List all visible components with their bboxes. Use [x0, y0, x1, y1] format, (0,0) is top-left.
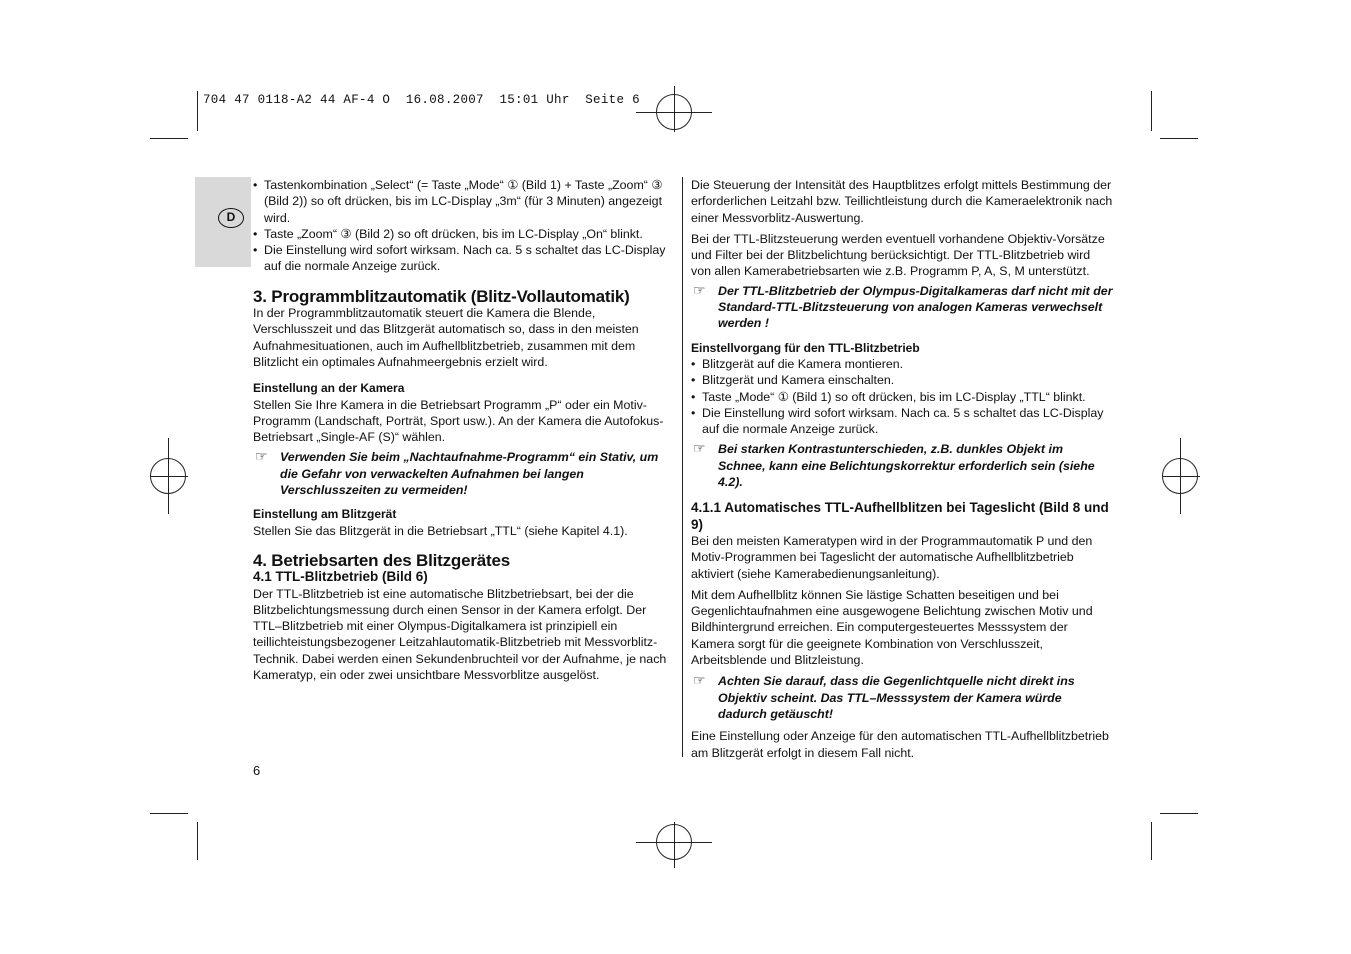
note-text: Der TTL-Blitzbetrieb der Olympus-Digitalkameras darf nicht mit der Standard-TTL-Blitzsteuerung von analogen Kameras verwechselt werden ! — [718, 283, 1113, 331]
subsection-heading: 4.1 TTL-Blitzbetrieb (Bild 6) — [253, 569, 428, 585]
list-item: • Tastenkombination „Select“ (= Taste „Mode“ ① (Bild 1) + Taste „Zoom“ ③ (Bild 2)) so oft drücken, bis im LC-Display „3m“ (für 3 Minuten) angezeigt wird. — [253, 177, 676, 226]
crop-mark — [150, 138, 188, 139]
left-column — [253, 177, 676, 683]
crop-mark — [1160, 138, 1198, 139]
paragraph: Stellen Sie das Blitzgerät in die Betriebsart „TTL“ (siehe Kapitel 4.1). — [253, 523, 628, 538]
note-text: Achten Sie darauf, dass die Gegenlichtquelle nicht direkt ins Objektiv scheint. Das TTL–Messsystem der Kamera würde dadurch getäuscht! — [718, 674, 1075, 721]
crop-mark — [150, 813, 188, 814]
note-text: Verwenden Sie beim „Nachtaufnahme-Programm“ ein Stativ, um die Gefahr von verwackelten Aufnahmen bei langen Verschlusszeiten zu vermeiden! — [280, 450, 659, 498]
list-item: • Die Einstellung wird sofort wirksam. Nach ca. 5 s schaltet das LC-Display auf die normale Anzeige zurück. — [691, 405, 1113, 438]
list-item: • Taste „Zoom“ ③ (Bild 2) so oft drücken, bis im LC-Display „On“ blinkt. — [253, 226, 676, 242]
language-badge: D — [218, 208, 244, 228]
subsection-heading: 4.1.1 Automatisches TTL-Aufhellblitzen bei Tageslicht (Bild 8 und 9) — [691, 500, 1109, 532]
list-item: • Blitzgerät auf die Kamera montieren. — [691, 356, 1113, 372]
crop-mark — [197, 822, 198, 860]
note — [691, 673, 1113, 722]
crop-mark — [1151, 91, 1152, 131]
note-text: Bei starken Kontrastunterschieden, z.B. dunkles Objekt im Schnee, kann eine Belichtungskorrektur erforderlich sein (siehe 4.2). — [718, 442, 1095, 490]
paragraph: Bei der TTL-Blitzsteuerung werden eventuell vorhandene Objektiv-Vorsätze und Filter bei der Blitzbelichtung berücksichtigt. Der TTL-Blitzbetrieb wird von allen Kamerabetriebsarten wie z.B. Programm P, A, S, M unterstützt. — [691, 231, 1105, 279]
note — [691, 283, 1113, 332]
paragraph: Bei den meisten Kameratypen wird in der Programmautomatik P und den Motiv-Programmen bei Tageslicht der automatische Aufhellblitzbetrieb aktiviert (siehe Kamerabedienungsanleitung). — [691, 533, 1093, 581]
paragraph: Mit dem Aufhellblitz können Sie lästige Schatten beseitigen und bei Gegenlichtaufnahmen eine ausgewogene Belichtung zwischen Motiv und Bildhintergrund erreichen. Ein computergesteuertes Messsystem der Kamera sorgt für die geeignete Kombination von Verschlusszeit, Arbeitsblende und Blitzleistung. — [691, 587, 1093, 668]
print-header: 704 47 0118-A2 44 AF-4 O 16.08.2007 15:01 Uhr Seite 6 — [203, 93, 640, 107]
subheading: Einstellung am Blitzgerät — [253, 507, 397, 522]
section-heading: 3. Programmblitzautomatik (Blitz-Vollautomatik) — [253, 286, 630, 306]
page-number: 6 — [253, 763, 261, 778]
subheading: Einstellung an der Kamera — [253, 381, 405, 396]
pointing-hand-icon: ☞ — [693, 440, 706, 457]
paragraph: In der Programmblitzautomatik steuert die Kamera die Blende, Verschlusszeit und das Blitzgerät automatisch so, dass in den meisten Aufnahmesituationen, auch im Aufhellblitzbetrieb, zusammen mit dem Blitzlicht ein optimales Aufnahmeergebnis erzielt wird. — [253, 306, 639, 369]
crop-mark — [1151, 822, 1152, 860]
list-item: • Taste „Mode“ ① (Bild 1) so oft drücken, bis im LC-Display „TTL“ blinkt. — [691, 389, 1113, 405]
list-item: • Die Einstellung wird sofort wirksam. Nach ca. 5 s schaltet das LC-Display auf die normale Anzeige zurück. — [253, 242, 676, 275]
subheading: Einstellvorgang für den TTL-Blitzbetrieb — [691, 340, 920, 355]
paragraph: Eine Einstellung oder Anzeige für den automatischen TTL-Aufhellblitzbetrieb am Blitzgerät erfolgt in diesem Fall nicht. — [691, 729, 1109, 760]
crop-mark — [197, 91, 198, 131]
crop-mark — [1160, 813, 1198, 814]
column-divider — [682, 177, 683, 757]
pointing-hand-icon: ☞ — [693, 672, 706, 689]
paragraph: Der TTL-Blitzbetrieb ist eine automatische Blitzbetriebsart, bei der die Blitzbelichtungsmessung durch einen Sensor in der Kamera erfolgt. Der TTL–Blitzbetrieb mit einer Olympus-Digitalkamera ist prinzipiell ein teillichteistungsbezogener Leitzahlautomatik-Blitzbetrieb mit Messvorblitz-Technik. Dabei werden einen Sekundenbruchteil vor der Aufnahme, je nach Kameratyp, ein oder zwei unsichtbare Messvorblitze ausgelöst. — [253, 586, 667, 683]
pointing-hand-icon: ☞ — [693, 281, 706, 298]
list-item: • Blitzgerät und Kamera einschalten. — [691, 372, 1113, 388]
paragraph: Die Steuerung der Intensität des Hauptblitzes erfolgt mittels Bestimmung der erforderlichen Leitzahl bzw. Teillichtleistung durch die Kameraelektronik nach einer Messvorblitz-Auswertung. — [691, 178, 1113, 225]
right-column — [691, 177, 1113, 761]
note — [253, 449, 676, 498]
pointing-hand-icon: ☞ — [255, 448, 268, 465]
paragraph: Stellen Sie Ihre Kamera in die Betriebsart Programm „P“ oder ein Motiv-Programm (Landschaft, Porträt, Sport usw.). An der Kamera die Autofokus-Betriebsart „Single-AF (S)“ wählen. — [253, 397, 664, 445]
note — [691, 441, 1113, 490]
section-heading: 4. Betriebsarten des Blitzgerätes — [253, 550, 510, 570]
